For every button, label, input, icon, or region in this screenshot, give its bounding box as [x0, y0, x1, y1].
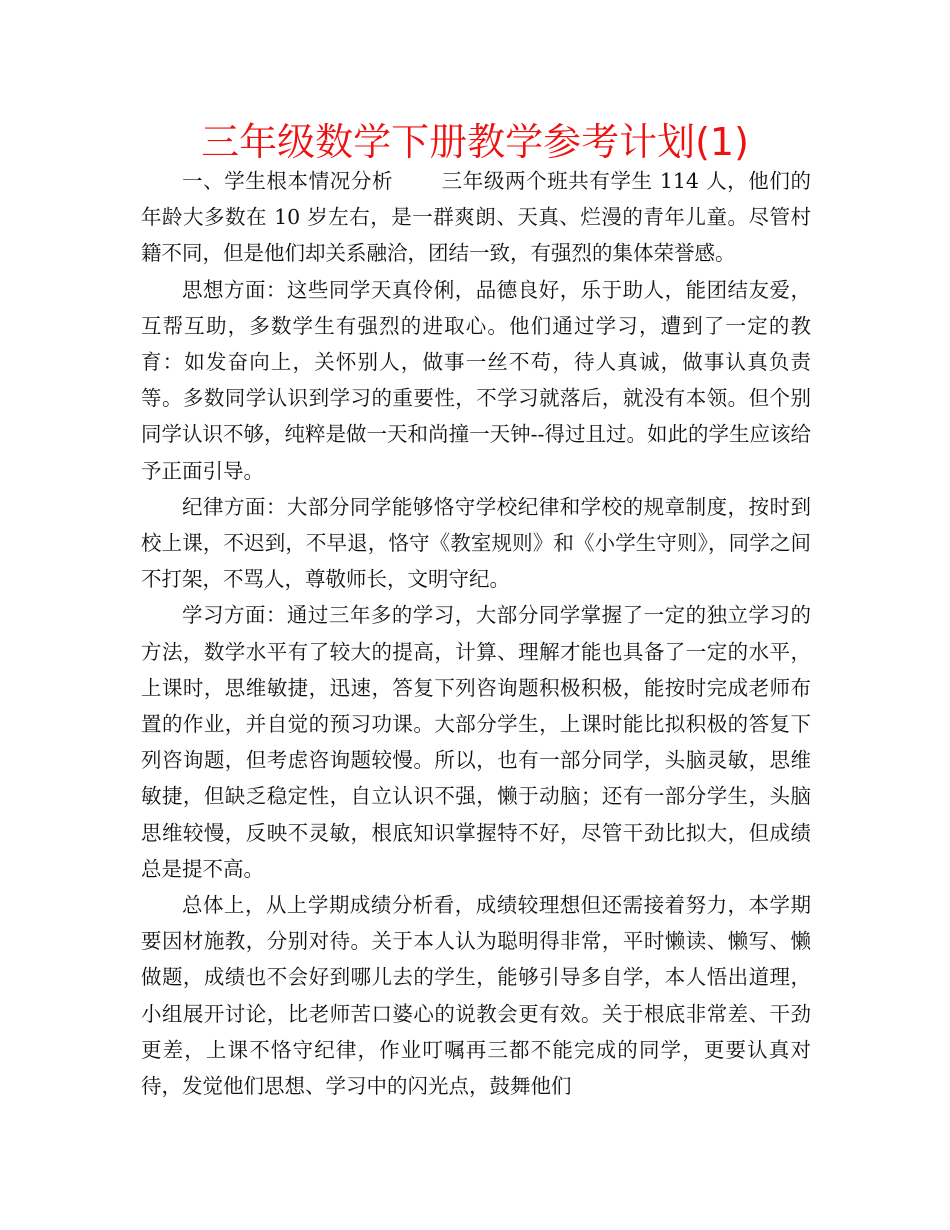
paragraph-overall: 总体上，从上学期成绩分析看，成绩较理想但还需接着努力，本学期要因材施教，分别对待。关于本人认为聪明得非常，平时懒读、懒写、懒做题，成绩也不会好到哪儿去的学生，能够引导多自学，本人悟出道理，小组展开讨论，比老师苦口婆心的说教会更有效。关于根底非常差、干劲更差，上课不恪守纪律，作业叮嘱再三都不能完成的同学，更要认真对待，发觉他们思想、学习中的闪光点，鼓舞他们 — [141, 893, 811, 1099]
paragraph-intro — [141, 163, 811, 272]
document-body — [141, 163, 811, 1104]
document-title: 三年级数学下册教学参考计划(1) — [201, 120, 749, 164]
section-heading: 一、学生根本情况分析 — [182, 169, 394, 193]
paragraph-study: 学习方面：通过三年多的学习，大部分同学掌握了一定的独立学习的方法，数学水平有了较大的提高，计算、理解才能也具备了一定的水平，上课时，思维敏捷，迅速，答复下列咨询题积极积极，能按时完成老师布置的作业，并自觉的预习功课。大部分学生，上课时能比拟积极的答复下列咨询题，但考虑咨询题较慢。所以，也有一部分同学，头脑灵敏，思维敏捷，但缺乏稳定性，自立认识不强，懒于动脑；还有一部分学生，头脑思维较慢，反映不灵敏，根底知识掌握特不好，尽管干劲比拟大，但成绩总是提不高。 — [141, 603, 811, 881]
paragraph-thought: 思想方面：这些同学天真伶俐，品德良好，乐于助人，能团结友爱，互帮互助，多数学生有强烈的进取心。他们通过学习，遭到了一定的教育：如发奋向上，关怀别人，做事一丝不苟，待人真诚，做事认真负责等。多数同学认识到学习的重要性，不学习就落后，就没有本领。但个别同学认识不够，纯粹是做一天和尚撞一天钟--得过且过。如此的学生应该给予正面引导。 — [141, 277, 811, 483]
paragraph-text: 三年级两个班共有学生 114 人，他们的年龄大多数在 10 岁左右，是一群爽朗、天真、烂漫的青年儿童。尽管村籍不同，但是他们却关系融洽，团结一致，有强烈的集体荣誉感。 — [141, 169, 811, 266]
paragraph-discipline: 纪律方面：大部分同学能够恪守学校纪律和学校的规章制度，按时到校上课，不迟到，不早退，恪守《教室规则》和《小学生守则》，同学之间不打架，不骂人，尊敬师长，文明守纪。 — [141, 494, 811, 592]
